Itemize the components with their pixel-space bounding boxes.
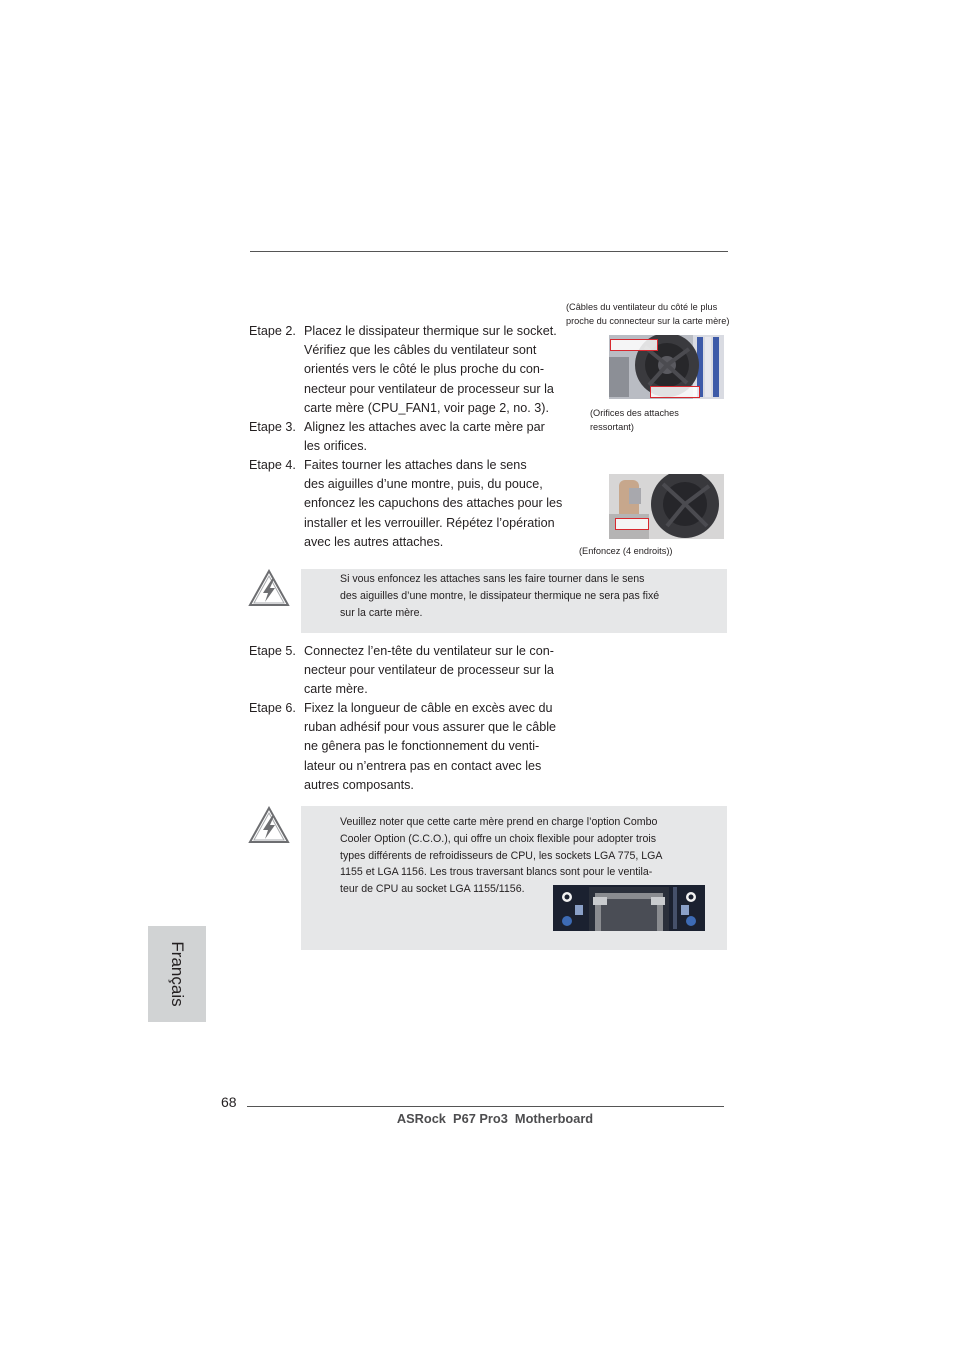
step-text: Faites tourner les attaches dans le sens des aiguilles d’une montre, puis, du pouce, enfoncez les capuchons des attaches pour les installer et les verrouiller. Répétez l’opération avec les autres attaches. (304, 458, 563, 549)
warning-icon (248, 806, 290, 844)
language-tab (148, 926, 206, 1022)
caption-holes: (Orifices des attaches ressortant) (590, 408, 679, 432)
step-text: Placez le dissipateur thermique sur le socket. Vérifiez que les câbles du ventilateur sont orientés vers le côté le plus proche du con- necteur pour ventilateur de processeur sur la carte mère (CPU_FAN1, voir page 2, no. 3). (304, 324, 557, 415)
footer-title: ASRock P67 Pro3 Motherboard (396, 1111, 594, 1126)
warning-icon (248, 569, 290, 607)
footer-rule (247, 1106, 724, 1107)
step-label: Etape 3. (249, 420, 296, 434)
language-tab-label: Français (168, 941, 187, 1007)
header-rule (250, 251, 728, 252)
step-label: Etape 5. (249, 644, 296, 658)
press-tag (615, 518, 649, 530)
cpu-socket-image (553, 885, 705, 931)
caption-press: (Enfoncez (4 endroits)) (579, 546, 673, 556)
socket-photo (553, 885, 705, 931)
caption-fan-cables: (Câbles du ventilateur du côté le plus proche du connecteur sur la carte mère) (566, 302, 730, 326)
step-label: Etape 6. (249, 701, 296, 715)
page-number: 68 (221, 1094, 237, 1110)
step-text: Fixez la longueur de câble en excès avec du ruban adhésif pour vous assurer que le câble ne gênera pas le fonctionnement du venti- lateur ou n’entrera pas en contact avec les autres composants. (304, 701, 557, 792)
step-text: Alignez les attaches avec la carte mère par les orifices. (304, 420, 545, 454)
fan-cables-photo (609, 335, 724, 399)
note-text-1: Si vous enfoncez les attaches sans les faire tourner dans le sens des aiguilles d’une montre, le dissipateur thermique ne sera pas fixé sur la carte mère. (340, 573, 660, 619)
step-label: Etape 4. (249, 458, 296, 472)
fan-cables-tag-2 (650, 386, 700, 398)
step-label: Etape 2. (249, 324, 296, 338)
press-photo (609, 474, 724, 539)
note-text-2: Veuillez noter que cette carte mère prend en charge l’option Combo Cooler Option (C.C.O.), qui offre un choix flexible pour adopter trois types différents de refroidisseurs de CPU, les sockets LGA 775, LGA 1155 et LGA 1156. Les trous traversant blancs sont pour le ventila- teur de CPU au socket LGA 1155/1156. (340, 816, 663, 896)
fan-cables-tag (610, 339, 658, 351)
step-text: Connectez l’en-tête du ventilateur sur le con- necteur pour ventilateur de processeur sur la carte mère. (304, 644, 554, 697)
